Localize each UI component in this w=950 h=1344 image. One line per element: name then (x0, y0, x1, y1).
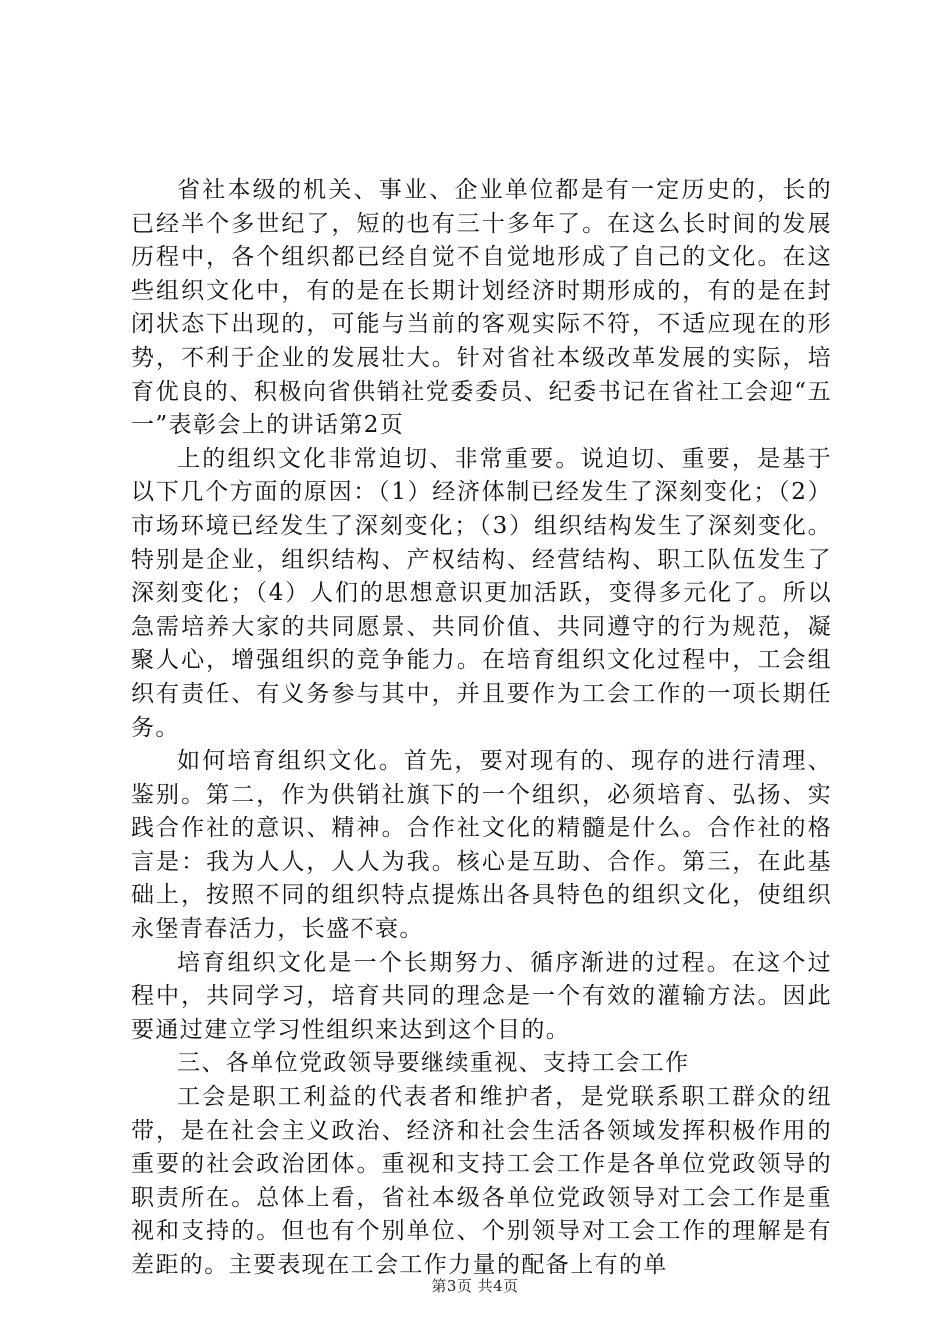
paragraph-4: 培育组织文化是一个长期努力、循序渐进的过程。在这个过程中，共同学习，培育共同的理念是一个有效的灌输方法。因此要通过建立学习性组织来达到这个目的。 (131, 949, 832, 1043)
section-heading-3: 三、各单位党政领导要继续重视、支持工会工作 (177, 1050, 690, 1077)
document-body (131, 174, 832, 1283)
paragraph-1: 省社本级的机关、事业、企业单位都是有一定历史的，长的已经半个多世纪了，短的也有三十多年了。在这么长时间的发展历程中，各个组织都已经自觉不自觉地形成了自己的文化。在这些组织文化中，有的是在长期计划经济时期形成的，有的是在封闭状态下出现的，可能与当前的客观实际不符，不适应现在的形势，不利于企业的发展壮大。针对省社本级改革发展的实际，培育优良的、积极向省供销社党委委员、纪委书记在省社工会迎“五一”表彰会上的讲话第2页 (131, 177, 832, 439)
page-number-footer: 第3页 共4页 (431, 1277, 519, 1295)
paragraph-6: 工会是职工利益的代表者和维护者，是党联系职工群众的纽带，是在社会主义政治、经济和社会生活各领域发挥积极作用的重要的社会政治团体。重视和支持工会工作是各单位党政领导的职责所在。总体上看，省社本级各单位党政领导对工会工作是重视和支持的。但也有个别单位、个别领导对工会工作的理解是有差距的。主要表现在工会工作力量的配备上有的单 (131, 1084, 832, 1278)
paragraph-3: 如何培育组织文化。首先，要对现有的、现存的进行清理、鉴别。第二，作为供销社旗下的一个组织，必须培育、弘扬、实践合作社的意识、精神。合作社文化的精髓是什么。合作社的格言是：我为人人，人人为我。核心是互助、合作。第三，在此基础上，按照不同的组织特点提炼出各具特色的组织文化，使组织永堡青春活力，长盛不衰。 (131, 748, 832, 943)
paragraph-2: 上的组织文化非常迫切、非常重要。说迫切、重要，是基于以下几个方面的原因：（1）经济体制已经发生了深刻变化；（2）市场环境已经发生了深刻变化；（3）组织结构发生了深刻变化。特别是企业，组织结构、产权结构、经营结构、职工队伍发生了深刻变化；（4）人们的思想意识更加活跃，变得多元化了。所以急需培养大家的共同愿景、共同价值、共同遵守的行为规范，凝聚人心，增强组织的竞争能力。在培育组织文化过程中，工会组织有责任、有义务参与其中，并且要作为工会工作的一项长期任务。 (131, 445, 832, 741)
